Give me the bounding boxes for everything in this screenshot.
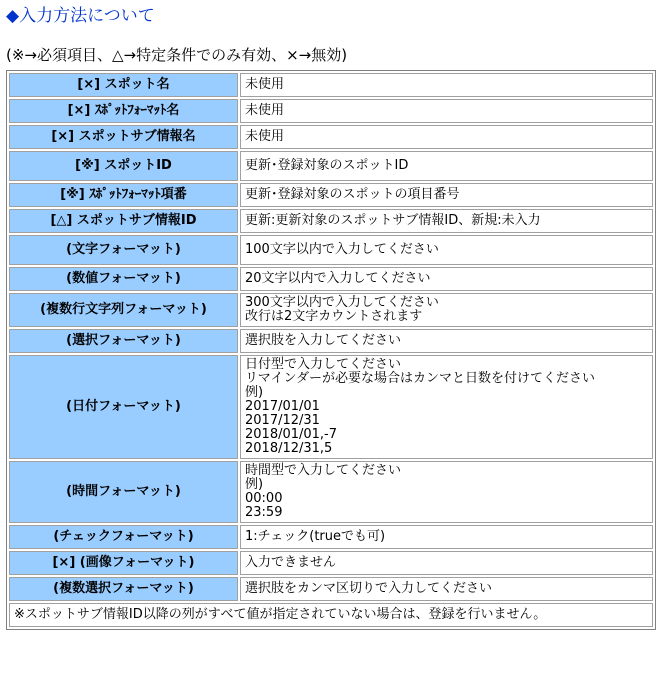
row-label: [※] スポットID <box>9 151 238 181</box>
row-label: [×] スポット名 <box>9 73 238 97</box>
row-label: (数値フォーマット) <box>9 267 238 291</box>
table-row <box>9 209 653 233</box>
input-method-table <box>6 70 656 630</box>
row-description: 更新･登録対象のスポットの項目番号 <box>240 183 653 207</box>
footer-note: ※スポットサブ情報ID以降の列がすべて値が指定されていない場合は、登録を行いません。 <box>9 603 653 627</box>
table-row <box>9 355 653 459</box>
row-label: [×] スポットサブ情報名 <box>9 125 238 149</box>
table-row <box>9 235 653 265</box>
row-description: 20文字以内で入力してください <box>240 267 653 291</box>
row-description: 選択肢をカンマ区切りで入力してください <box>240 577 653 601</box>
row-label: (チェックフォーマット) <box>9 525 238 549</box>
row-description: 時間型で入力してください 例) 00:00 23:59 <box>240 461 653 523</box>
row-label: [※] ｽﾎﾟｯﾄﾌｫｰﾏｯﾄ項番 <box>9 183 238 207</box>
table-row <box>9 293 653 327</box>
table-row <box>9 267 653 291</box>
row-label: [×] ｽﾎﾟｯﾄﾌｫｰﾏｯﾄ名 <box>9 99 238 123</box>
table-row <box>9 461 653 523</box>
row-label: [×] (画像フォーマット) <box>9 551 238 575</box>
table-row <box>9 99 653 123</box>
section-heading: ◆入力方法について <box>6 6 155 26</box>
row-description: 300文字以内で入力してください 改行は2文字カウントされます <box>240 293 653 327</box>
row-description: 未使用 <box>240 73 653 97</box>
table-row <box>9 603 653 627</box>
table-row <box>9 183 653 207</box>
table-row <box>9 329 653 353</box>
table-row <box>9 577 653 601</box>
table-row <box>9 151 653 181</box>
row-description: 更新･登録対象のスポットID <box>240 151 653 181</box>
row-description: 未使用 <box>240 99 653 123</box>
row-label: (選択フォーマット) <box>9 329 238 353</box>
row-label: (文字フォーマット) <box>9 235 238 265</box>
row-label: (時間フォーマット) <box>9 461 238 523</box>
row-label: (日付フォーマット) <box>9 355 238 459</box>
row-description: 更新:更新対象のスポットサブ情報ID、新規:未入力 <box>240 209 653 233</box>
row-description: 選択肢を入力してください <box>240 329 653 353</box>
table-row <box>9 73 653 97</box>
table-row <box>9 525 653 549</box>
table-row <box>9 551 653 575</box>
row-description: 未使用 <box>240 125 653 149</box>
row-description: 100文字以内で入力してください <box>240 235 653 265</box>
row-label: (複数選択フォーマット) <box>9 577 238 601</box>
row-description: 日付型で入力してください リマインダーが必要な場合はカンマと日数を付けてください 例) 2017/01/01 2017/12/31 2018/01/01,-7 2018/12/31,5 <box>240 355 653 459</box>
row-label: (複数行文字列フォーマット) <box>9 293 238 327</box>
table-row <box>9 125 653 149</box>
row-description: 入力できません <box>240 551 653 575</box>
row-label: [△] スポットサブ情報ID <box>9 209 238 233</box>
row-description: 1:チェック(trueでも可) <box>240 525 653 549</box>
symbol-legend: (※→必須項目、△→特定条件でのみ有効、×→無効) <box>6 46 348 64</box>
